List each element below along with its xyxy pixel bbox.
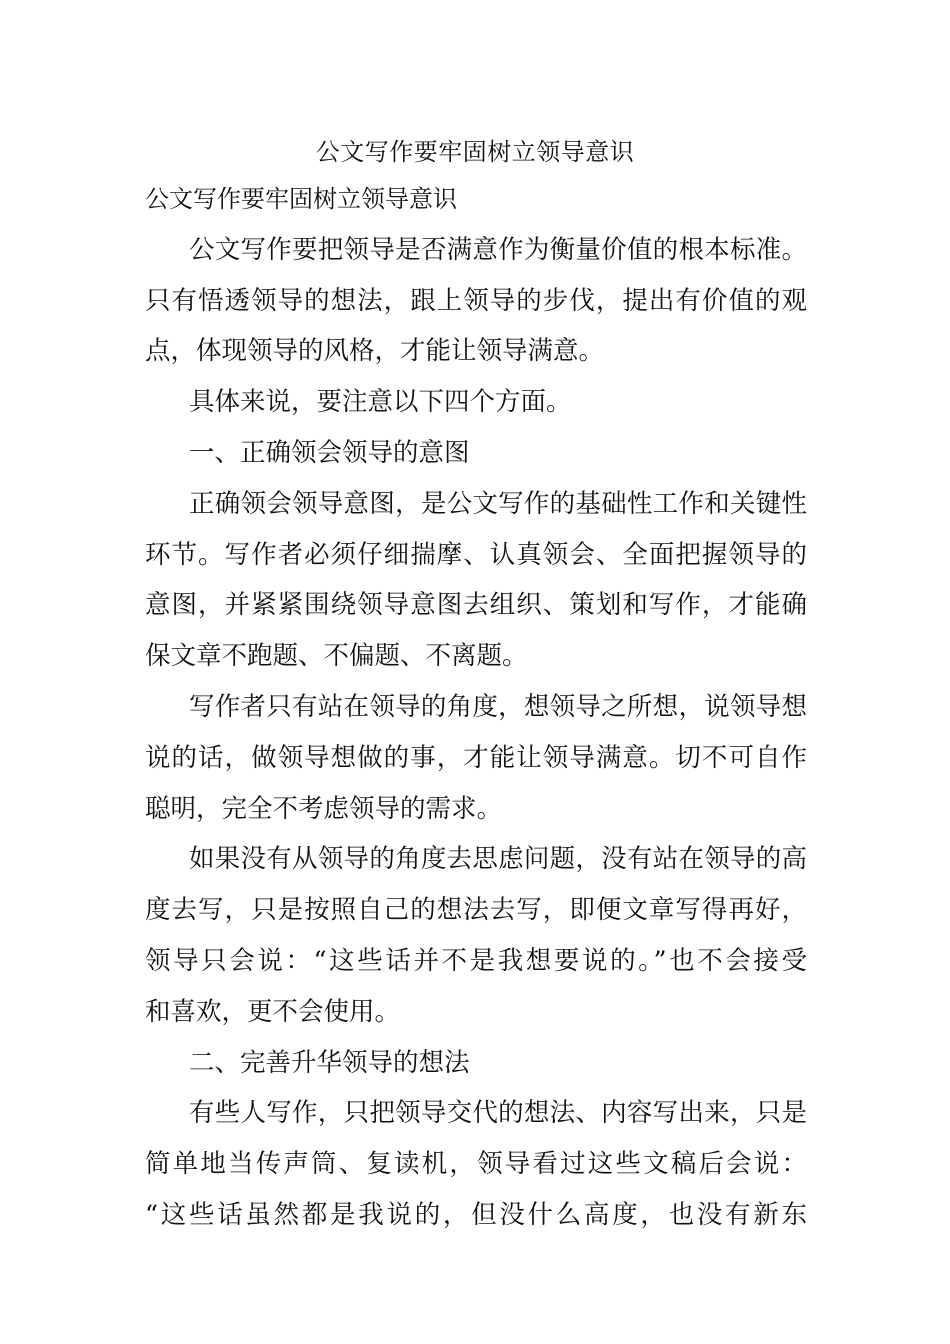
text-line: 公文写作要把领导是否满意作为衡量价值的根本标准。 — [189, 234, 807, 265]
text-line: 只有悟透领导的想法，跟上领导的步伐，提出有价值的观 — [145, 285, 807, 316]
text-line: 度去写，只是按照自己的想法去写，即便文章写得再好， — [145, 895, 807, 926]
text-line: 有些人写作，只把领导交代的想法、内容写出来，只是 — [189, 1098, 807, 1129]
text-line: 正确领会领导意图，是公文写作的基础性工作和关键性 — [189, 488, 807, 519]
text-line: 和喜欢，更不会使用。 — [145, 996, 401, 1027]
text-line: 简单地当传声筒、复读机，领导看过这些文稿后会说： — [145, 1149, 807, 1180]
document-body — [145, 181, 807, 1248]
text-line: 具体来说，要注意以下四个方面。 — [189, 387, 572, 418]
text-line: 点，体现领导的风格，才能让领导满意。 — [145, 336, 605, 367]
document-title: 公文写作要牢固树立领导意识 — [315, 138, 635, 166]
text-line: 聪明，完全不考虑领导的需求。 — [145, 793, 503, 824]
section-heading-2: 二、完善升华领导的想法 — [189, 1047, 470, 1078]
text-line: 意图，并紧紧围绕领导意图去组织、策划和写作，才能确 — [145, 590, 807, 621]
text-line: “这些话虽然都是我说的，但没什么高度，也没有新东 — [145, 1199, 807, 1230]
text-line: 如果没有从领导的角度去思虑问题，没有站在领导的高 — [189, 844, 807, 875]
text-line: 领导只会说：“这些话并不是我想要说的。”也不会接受 — [145, 945, 807, 976]
text-line: 保文章不跑题、不偏题、不离题。 — [145, 641, 528, 672]
text-line: 写作者只有站在领导的角度，想领导之所想，说领导想 — [189, 691, 807, 722]
section-heading-1: 一、正确领会领导的意图 — [189, 437, 470, 468]
text-line: 说的话，做领导想做的事，才能让领导满意。切不可自作 — [145, 742, 807, 773]
text-line: 环节。写作者必须仔细揣摩、认真领会、全面把握领导的 — [145, 539, 807, 570]
subtitle-line: 公文写作要牢固树立领导意识 — [145, 185, 457, 213]
